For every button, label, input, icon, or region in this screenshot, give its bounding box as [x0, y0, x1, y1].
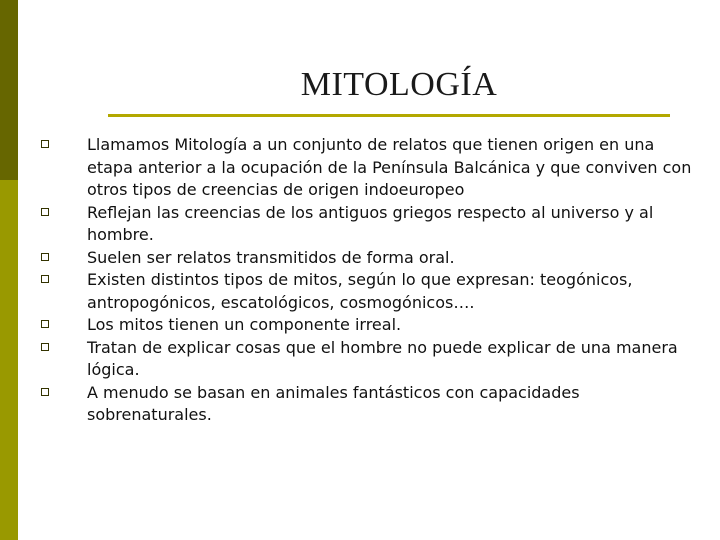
slide-title: MITOLOGÍA: [300, 66, 498, 103]
bullet-item: [40, 247, 700, 270]
bullet-item: [40, 202, 700, 247]
sidebar-band-dark: [0, 0, 18, 180]
hollow-square-icon: [41, 343, 49, 351]
bullet-text: Existen distintos tipos de mitos, según lo que expresan: teogónicos, antropogónicos, escatológicos, cosmogónicos….: [87, 270, 633, 312]
sidebar-decoration: [0, 0, 18, 540]
bullet-text: Los mitos tienen un componente irreal.: [87, 315, 402, 334]
hollow-square-icon: [41, 208, 49, 216]
bullet-item: [40, 314, 700, 337]
bullet-text: A menudo se basan en animales fantásticos con capacidades sobrenaturales.: [87, 382, 580, 424]
hollow-square-icon: [41, 275, 49, 283]
bullet-item: [40, 134, 700, 202]
hollow-square-icon: [41, 320, 49, 328]
bullet-list: [40, 134, 700, 427]
bullet-item: [40, 382, 700, 427]
sidebar-band-light: [0, 180, 18, 540]
bullet-item: [40, 269, 700, 314]
bullet-text: Suelen ser relatos transmitidos de forma oral.: [87, 247, 455, 267]
bullet-text: Reflejan las creencias de los antiguos griegos respecto al universo y al hombre.: [87, 202, 654, 244]
bullet-text: Llamamos Mitología a un conjunto de relatos que tienen origen en una etapa anterior a la ocupación de la Península Balcánica y que conviven con otros tipos de creencias de origen indoeuropeo: [87, 135, 692, 199]
title-underline: [108, 114, 670, 117]
bullet-text: Tratan de explicar cosas que el hombre no puede explicar de una manera lógica.: [87, 337, 678, 379]
hollow-square-icon: [41, 140, 49, 148]
hollow-square-icon: [41, 253, 49, 261]
hollow-square-icon: [41, 388, 49, 396]
bullet-item: [40, 337, 700, 382]
